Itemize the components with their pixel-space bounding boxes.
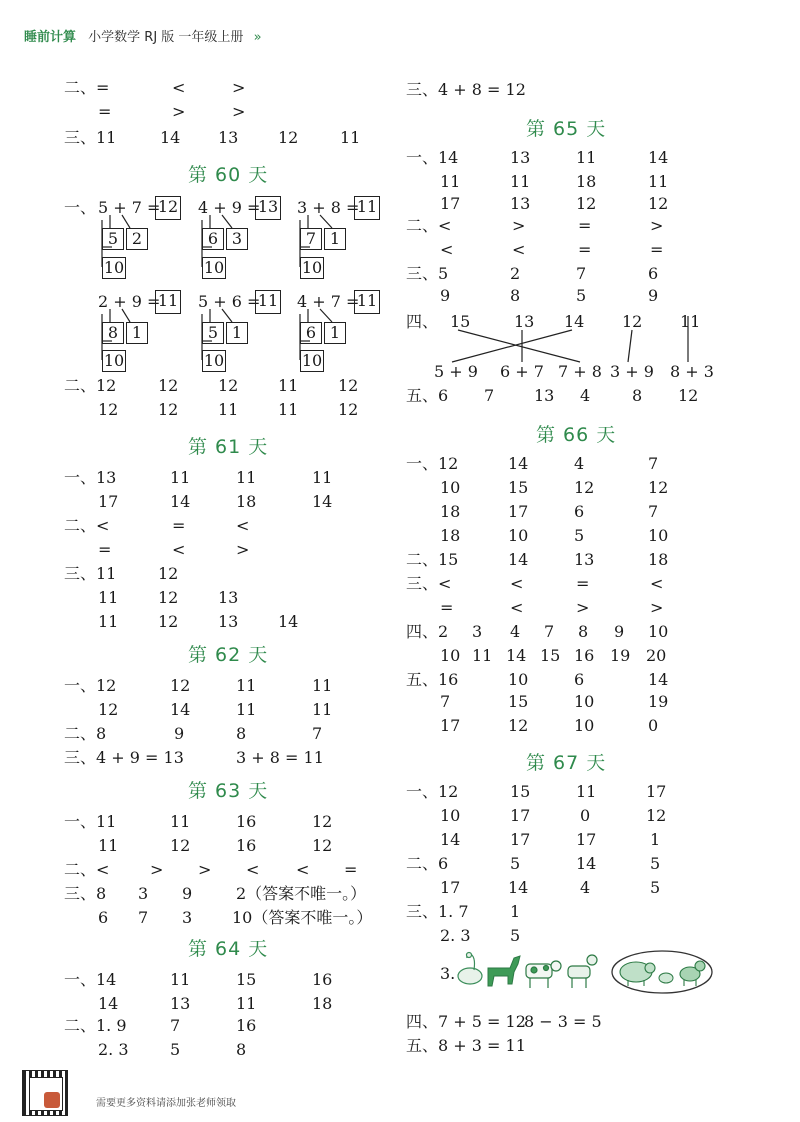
d66-san-r1-1: 三、< (406, 574, 452, 593)
day66-title: 第 66 天 (536, 424, 617, 446)
d66-wu-r2-2: 15 (508, 692, 529, 711)
d62-er-1: 二、8 (64, 724, 107, 743)
d66-wu-r2-4: 19 (648, 692, 669, 711)
d64-yi-r1-2: 11 (170, 970, 191, 989)
d65-si-top-4: 12 (622, 312, 643, 331)
animals-illustration (452, 946, 722, 996)
d66-yi-r4-2: 10 (508, 526, 529, 545)
d65-si-bot-4: 3 + 9 (610, 362, 654, 381)
d66-yi-r2-2: 15 (508, 478, 529, 497)
d66-er-1: 二、15 (406, 550, 459, 569)
d61-er-r2-1: = (98, 540, 112, 559)
d67-yi-r3-4: 1 (650, 830, 661, 849)
d67-yi-r3-1: 14 (440, 830, 461, 849)
d64-yi-r2-2: 13 (170, 994, 191, 1013)
d65-san-r1-3: 7 (576, 264, 587, 283)
d66-yi-r3-3: 6 (574, 502, 585, 521)
goose-icon (458, 953, 482, 985)
d65-wu-1: 五、6 (406, 386, 449, 405)
d66-san-r2-4: > (650, 598, 664, 617)
d65-si-top-1: 15 (450, 312, 471, 331)
d61-er-r1-3: < (236, 516, 250, 535)
d65-yi-r3-3: 12 (576, 194, 597, 213)
d60-eq-6: 4 + 7 = (297, 292, 360, 311)
d62-san-2: 3 + 8 = 11 (236, 748, 324, 767)
d66-san-r1-3: = (576, 574, 590, 593)
d60-eq-3: 3 + 8 = (297, 198, 360, 217)
d60-res-3: 11 (354, 196, 380, 220)
r-top: 三、4 + 8 = 12 (406, 80, 526, 99)
d62-yi-r1-2: 12 (170, 676, 191, 695)
d63-yi-r2-4: 12 (312, 836, 333, 855)
qr-code (22, 1070, 68, 1116)
d60-b-1: 2 (126, 228, 148, 250)
d62-yi-r1-3: 11 (236, 676, 257, 695)
d66-si-r1-5: 8 (578, 622, 589, 641)
d64-yi-r1-3: 15 (236, 970, 257, 989)
d63-san-r1-1: 三、8 (64, 884, 107, 903)
d66-yi-r4-3: 5 (574, 526, 585, 545)
d64-er-r1-3: 16 (236, 1016, 257, 1035)
day67-title: 第 67 天 (526, 752, 607, 774)
d65-si-bot-2: 6 + 7 (500, 362, 544, 381)
d62-er-4: 7 (312, 724, 323, 743)
d65-san-r2-4: 9 (648, 286, 659, 305)
d65-yi-r1-1: 一、14 (406, 148, 459, 167)
piglet-icon (659, 973, 673, 983)
day64-title: 第 64 天 (188, 938, 269, 960)
d63-er-1: 二、< (64, 860, 110, 879)
goat-icon (568, 955, 597, 988)
d65-er-r2-3: = (578, 240, 592, 259)
l-er-2: < (172, 78, 186, 97)
d60-res-4: 11 (155, 290, 181, 314)
d60-ten-4: 10 (103, 351, 125, 370)
d60-eq-2: 4 + 9 = (198, 198, 261, 217)
d60-er-r1-1: 二、12 (64, 376, 117, 395)
d67-er-r1-2: 5 (510, 854, 521, 873)
d66-si-r1-7: 10 (648, 622, 669, 641)
d66-si-r2-5: 16 (574, 646, 595, 665)
d65-si-bot-3: 7 + 8 (558, 362, 602, 381)
d65-yi-r2-4: 11 (648, 172, 669, 191)
d65-yi-r2-3: 18 (576, 172, 597, 191)
d61-er-r2-3: > (236, 540, 250, 559)
d66-si-r2-1: 10 (440, 646, 461, 665)
d60-a-5: 5 (202, 322, 224, 344)
d60-ten-1: 10 (103, 258, 125, 277)
d60-ten-5: 10 (203, 351, 225, 370)
l-er2-3: > (232, 102, 246, 121)
l-san-4: 12 (278, 128, 299, 147)
d66-wu-r3-4: 0 (648, 716, 659, 735)
d61-san-r3-4: 14 (278, 612, 299, 631)
d64-er-r2-1: 2. 3 (98, 1040, 129, 1059)
d61-san-r2-2: 12 (158, 588, 179, 607)
d66-san-r2-1: = (440, 598, 454, 617)
d66-er-4: 18 (648, 550, 669, 569)
l-san-5: 11 (340, 128, 361, 147)
d67-san-r1-2: 1 (510, 902, 521, 921)
d62-er-2: 9 (174, 724, 185, 743)
d63-er-5: < (296, 860, 310, 879)
d66-er-2: 14 (508, 550, 529, 569)
d65-san-r2-3: 5 (576, 286, 587, 305)
d65-yi-r1-4: 14 (648, 148, 669, 167)
d63-er-2: > (150, 860, 164, 879)
d67-yi-r3-2: 17 (510, 830, 531, 849)
d61-yi-r2-1: 17 (98, 492, 119, 511)
d61-san-r3-3: 13 (218, 612, 239, 631)
d62-san-1: 三、4 + 9 = 13 (64, 748, 184, 767)
d63-san-r1-4: 2（答案不唯一。） (236, 884, 367, 903)
d67-er-r1-4: 5 (650, 854, 661, 873)
d66-san-r2-2: < (510, 598, 524, 617)
d67-wu: 五、8 + 3 = 11 (406, 1036, 526, 1055)
d60-ten-6: 10 (301, 351, 323, 370)
d65-san-r1-2: 2 (510, 264, 521, 283)
l-er-1: 二、= (64, 78, 110, 97)
d65-san-r1-1: 三、5 (406, 264, 449, 283)
d60-er-r1-4: 11 (278, 376, 299, 395)
d61-yi-r1-1: 一、13 (64, 468, 117, 487)
d60-er-r1-5: 12 (338, 376, 359, 395)
day61-title: 第 61 天 (188, 436, 269, 458)
d60-eq-1: 5 + 7 = (98, 198, 161, 217)
d65-er-r1-2: > (512, 216, 526, 235)
d66-er-3: 13 (574, 550, 595, 569)
d66-si-r1-4: 7 (544, 622, 555, 641)
d66-yi-r3-4: 7 (648, 502, 659, 521)
d66-si-r2-6: 19 (610, 646, 631, 665)
d60-b-6: 1 (324, 322, 346, 344)
d67-er-r1-3: 14 (576, 854, 597, 873)
l-san-3: 13 (218, 128, 239, 147)
d65-wu-6: 12 (678, 386, 699, 405)
day65-title: 第 65 天 (526, 118, 607, 140)
d67-er-r2-1: 17 (440, 878, 461, 897)
d63-san-r2-3: 3 (182, 908, 193, 927)
d63-san-r1-2: 3 (138, 884, 149, 903)
d65-san-r2-2: 8 (510, 286, 521, 305)
d66-si-r1-3: 4 (510, 622, 521, 641)
d64-er-r1-1: 二、1. 9 (64, 1016, 127, 1035)
d60-a-6: 6 (300, 322, 322, 344)
d61-er-r1-1: 二、< (64, 516, 110, 535)
l-er2-2: > (172, 102, 186, 121)
d62-er-3: 8 (236, 724, 247, 743)
d63-san-r2-4: 10（答案不唯一。） (232, 908, 373, 927)
d62-yi-r2-3: 11 (236, 700, 257, 719)
d61-san-r3-2: 12 (158, 612, 179, 631)
d66-wu-r1-4: 14 (648, 670, 669, 689)
d65-wu-5: 8 (632, 386, 643, 405)
d66-yi-r2-4: 12 (648, 478, 669, 497)
d61-yi-r2-3: 18 (236, 492, 257, 511)
d60-b-4: 1 (126, 322, 148, 344)
d66-yi-r2-1: 10 (440, 478, 461, 497)
d60-b-5: 1 (226, 322, 248, 344)
dog-icon (680, 961, 705, 986)
d64-yi-r1-4: 16 (312, 970, 333, 989)
d67-er-r1-1: 二、6 (406, 854, 449, 873)
d66-yi-r4-1: 18 (440, 526, 461, 545)
d60-res-1: 12 (155, 196, 181, 220)
d66-si-r1-6: 9 (614, 622, 625, 641)
d66-yi-r1-4: 7 (648, 454, 659, 473)
d60-er-r2-1: 12 (98, 400, 119, 419)
d61-yi-r1-4: 11 (312, 468, 333, 487)
d65-er-r1-3: = (578, 216, 592, 235)
d60-er-r2-2: 12 (158, 400, 179, 419)
d66-san-r1-4: < (650, 574, 664, 593)
d66-wu-r2-3: 10 (574, 692, 595, 711)
d61-yi-r2-2: 14 (170, 492, 191, 511)
d60-ten-2: 10 (203, 258, 225, 277)
d67-san3-label: 3. (440, 964, 456, 983)
d60-a-4: 8 (102, 322, 124, 344)
d67-si-2: 8 − 3 = 5 (524, 1012, 602, 1031)
d60-er-r2-4: 11 (278, 400, 299, 419)
d65-er-r2-4: = (650, 240, 664, 259)
d65-yi-r2-2: 11 (510, 172, 531, 191)
d63-er-3: > (198, 860, 212, 879)
d65-si-label: 四、 (406, 312, 439, 331)
d65-san-r2-1: 9 (440, 286, 451, 305)
d60-ten-3: 10 (301, 258, 323, 277)
d67-er-r2-4: 5 (650, 878, 661, 897)
d65-er-r1-1: 二、< (406, 216, 452, 235)
d65-yi-r1-2: 13 (510, 148, 531, 167)
d60-er-r2-3: 11 (218, 400, 239, 419)
d66-yi-r3-1: 18 (440, 502, 461, 521)
d67-yi-r2-1: 10 (440, 806, 461, 825)
d67-yi-r3-3: 17 (576, 830, 597, 849)
d65-si-bot-5: 8 + 3 (670, 362, 714, 381)
d66-yi-r4-4: 10 (648, 526, 669, 545)
d61-san-r2-3: 13 (218, 588, 239, 607)
l-er2-1: = (98, 102, 112, 121)
d63-yi-r1-4: 12 (312, 812, 333, 831)
d66-wu-r1-3: 6 (574, 670, 585, 689)
d63-yi-r2-1: 11 (98, 836, 119, 855)
d67-yi-r1-2: 15 (510, 782, 531, 801)
d67-er-r2-3: 4 (580, 878, 591, 897)
d60-yi: 一、 (64, 198, 97, 217)
d60-er-r1-2: 12 (158, 376, 179, 395)
d61-san-r2-1: 11 (98, 588, 119, 607)
d64-er-r1-2: 7 (170, 1016, 181, 1035)
d66-yi-r1-1: 一、12 (406, 454, 459, 473)
d64-yi-r2-1: 14 (98, 994, 119, 1013)
d60-eq-5: 5 + 6 = (198, 292, 261, 311)
d64-er-r2-3: 8 (236, 1040, 247, 1059)
d67-san-r2-2: 5 (510, 926, 521, 945)
day63-title: 第 63 天 (188, 780, 269, 802)
d65-wu-2: 7 (484, 386, 495, 405)
d65-er-r1-4: > (650, 216, 664, 235)
d64-yi-r2-3: 11 (236, 994, 257, 1013)
d67-san-r2-1: 2. 3 (440, 926, 471, 945)
d65-san-r1-4: 6 (648, 264, 659, 283)
d63-san-r2-2: 7 (138, 908, 149, 927)
d64-yi-r1-1: 一、14 (64, 970, 117, 989)
brand: 睡前计算 (24, 30, 77, 45)
d60-eq-4: 2 + 9 = (98, 292, 161, 311)
d63-san-r1-3: 9 (182, 884, 193, 903)
d66-yi-r1-3: 4 (574, 454, 585, 473)
d66-wu-r3-3: 10 (574, 716, 595, 735)
l-san-1: 三、11 (64, 128, 117, 147)
d65-si-top-2: 13 (514, 312, 535, 331)
d63-yi-r2-3: 16 (236, 836, 257, 855)
d67-si-1: 四、7 + 5 = 12 (406, 1012, 526, 1031)
d61-yi-r1-2: 11 (170, 468, 191, 487)
d63-yi-r2-2: 12 (170, 836, 191, 855)
d62-yi-r2-1: 12 (98, 700, 119, 719)
d65-si-top-5: 11 (680, 312, 701, 331)
cow-icon (526, 961, 561, 988)
d67-yi-r2-3: 0 (580, 806, 591, 825)
d64-er-r2-2: 5 (170, 1040, 181, 1059)
d66-si-r1-1: 四、2 (406, 622, 449, 641)
d61-yi-r1-3: 11 (236, 468, 257, 487)
d65-wu-3: 13 (534, 386, 555, 405)
d60-res-6: 11 (354, 290, 380, 314)
d67-yi-r1-3: 11 (576, 782, 597, 801)
d65-er-r2-1: < (440, 240, 454, 259)
d66-yi-r2-3: 12 (574, 478, 595, 497)
d67-yi-r2-2: 17 (510, 806, 531, 825)
d67-yi-r2-4: 12 (646, 806, 667, 825)
d67-er-r2-2: 14 (508, 878, 529, 897)
d66-wu-r3-2: 12 (508, 716, 529, 735)
d60-a-3: 7 (300, 228, 322, 250)
d66-si-r2-7: 20 (646, 646, 667, 665)
d61-er-r2-2: < (172, 540, 186, 559)
d61-san-r1-1: 三、11 (64, 564, 117, 583)
subtitle: 小学数学 RJ 版 一年级上册 (88, 30, 244, 45)
d63-san-r2-1: 6 (98, 908, 109, 927)
d60-b-3: 1 (324, 228, 346, 250)
d60-res-5: 11 (255, 290, 281, 314)
d61-san-r1-2: 12 (158, 564, 179, 583)
d63-er-4: < (246, 860, 260, 879)
d66-san-r2-3: > (576, 598, 590, 617)
l-san-2: 14 (160, 128, 181, 147)
d62-yi-r1-1: 一、12 (64, 676, 117, 695)
d61-san-r3-1: 11 (98, 612, 119, 631)
d63-er-6: = (344, 860, 358, 879)
d66-wu-r1-2: 10 (508, 670, 529, 689)
d67-yi-r1-4: 17 (646, 782, 667, 801)
d65-wu-4: 4 (580, 386, 591, 405)
d66-yi-r1-2: 14 (508, 454, 529, 473)
d67-san-r1-1: 三、1. 7 (406, 902, 469, 921)
d65-yi-r3-2: 13 (510, 194, 531, 213)
arrows: » (253, 30, 262, 45)
d63-yi-r1-2: 11 (170, 812, 191, 831)
d66-si-r2-2: 11 (472, 646, 493, 665)
d61-er-r1-2: = (172, 516, 186, 535)
day62-title: 第 62 天 (188, 644, 269, 666)
footer-text: 需要更多资料请添加张老师领取 (96, 1098, 236, 1109)
d62-yi-r2-4: 11 (312, 700, 333, 719)
d65-er-r2-2: < (512, 240, 526, 259)
d64-yi-r2-4: 18 (312, 994, 333, 1013)
day60-title: 第 60 天 (188, 164, 269, 186)
pig-icon (620, 962, 655, 986)
horse-icon (488, 956, 520, 986)
d66-si-r2-4: 15 (540, 646, 561, 665)
d62-yi-r1-4: 11 (312, 676, 333, 695)
d60-b-2: 3 (226, 228, 248, 250)
d67-yi-r1-1: 一、12 (406, 782, 459, 801)
d60-er-r2-5: 12 (338, 400, 359, 419)
d63-yi-r1-1: 一、11 (64, 812, 117, 831)
d65-yi-r2-1: 11 (440, 172, 461, 191)
d66-wu-r3-1: 17 (440, 716, 461, 735)
d65-si-bot-1: 5 + 9 (434, 362, 478, 381)
d65-yi-r1-3: 11 (576, 148, 597, 167)
d60-res-2: 13 (255, 196, 281, 220)
d60-a-1: 5 (102, 228, 124, 250)
d65-si-top-3: 14 (564, 312, 585, 331)
d60-a-2: 6 (202, 228, 224, 250)
d66-si-r2-3: 14 (506, 646, 527, 665)
d61-yi-r2-4: 14 (312, 492, 333, 511)
d66-wu-r2-1: 7 (440, 692, 451, 711)
d65-yi-r3-1: 17 (440, 194, 461, 213)
d62-yi-r2-2: 14 (170, 700, 191, 719)
d65-yi-r3-4: 12 (648, 194, 669, 213)
d66-si-r1-2: 3 (472, 622, 483, 641)
d60-er-r1-3: 12 (218, 376, 239, 395)
l-er-3: > (232, 78, 246, 97)
d66-yi-r3-2: 17 (508, 502, 529, 521)
d63-yi-r1-3: 16 (236, 812, 257, 831)
d66-wu-r1-1: 五、16 (406, 670, 459, 689)
d66-san-r1-2: < (510, 574, 524, 593)
